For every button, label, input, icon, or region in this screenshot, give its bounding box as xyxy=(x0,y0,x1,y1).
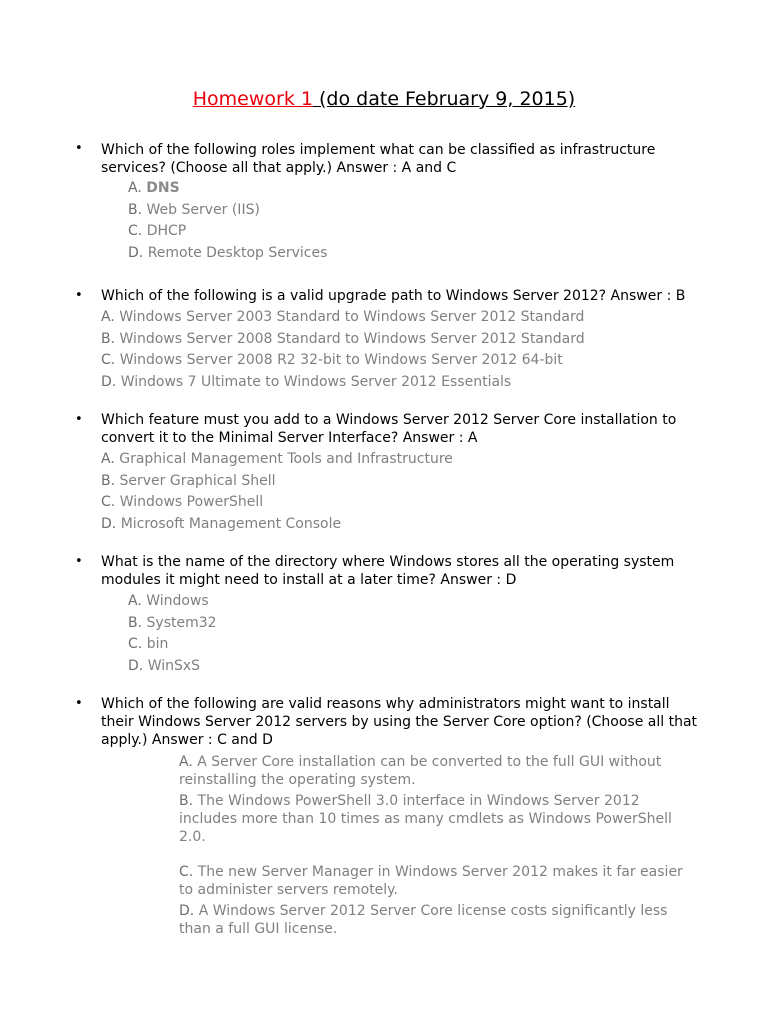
option-letter: B. xyxy=(101,330,116,347)
option-letter: D. xyxy=(128,244,144,261)
option-b xyxy=(179,792,699,846)
option-text: bin xyxy=(146,636,169,652)
option-letter: A. xyxy=(128,180,142,196)
option-letter: B. xyxy=(179,793,194,809)
option-letter: C. xyxy=(179,864,194,880)
option-a xyxy=(179,753,699,789)
option-a xyxy=(101,307,585,329)
title-due-date: (do date February 9, 2015) xyxy=(312,88,576,110)
option-text: Windows Server 2008 R2 32-bit to Windows Server 2012 64-bit xyxy=(119,352,563,368)
bullet-icon: • xyxy=(75,288,83,303)
option-d xyxy=(179,902,699,938)
option-text: DHCP xyxy=(146,223,187,239)
option-b xyxy=(101,471,453,493)
question-text: Which of the following is a valid upgrade path to Windows Server 2012? Answer : B xyxy=(101,288,686,304)
option-text: WinSxS xyxy=(147,657,201,674)
bullet-icon: • xyxy=(75,554,83,569)
option-letter: C. xyxy=(101,494,116,510)
option-letter: A. xyxy=(101,451,115,467)
option-letter: D. xyxy=(101,515,117,532)
option-letter: C. xyxy=(101,352,116,368)
option-a xyxy=(128,178,327,200)
option-letter: A. xyxy=(101,309,115,325)
option-text: Server Graphical Shell xyxy=(119,472,276,489)
option-d xyxy=(101,514,453,536)
bullet-icon: • xyxy=(75,696,83,711)
option-a xyxy=(101,449,453,471)
question-text: Which of the following are valid reasons why administrators might want to install their Windows Server 2012 servers by using the Server Core option? (Choose all that apply.) Answer : C and D xyxy=(101,696,698,748)
bullet-icon: • xyxy=(75,412,83,427)
option-list xyxy=(128,178,327,264)
option-c xyxy=(128,634,217,656)
option-text: Windows Server 2008 Standard to Windows Server 2012 Standard xyxy=(119,330,585,347)
option-letter: D. xyxy=(179,903,195,919)
question-text: Which of the following roles implement what can be classified as infrastructure services? (Choose all that apply.) Answer : A and C xyxy=(101,142,656,176)
option-letter: D. xyxy=(128,657,144,674)
option-letter: D. xyxy=(101,373,117,390)
option-letter: C. xyxy=(128,223,143,239)
option-list xyxy=(101,449,453,535)
page-title xyxy=(0,86,768,112)
option-text: Windows xyxy=(146,593,209,609)
option-letter: B. xyxy=(128,614,143,631)
option-b xyxy=(128,613,217,635)
question-text: Which feature must you add to a Windows Server 2012 Server Core installation to convert it to the Minimal Server Interface? Answer : A xyxy=(101,412,677,446)
option-text: Microsoft Management Console xyxy=(120,515,342,532)
option-c xyxy=(101,492,453,514)
option-d xyxy=(128,656,217,678)
option-text: The Windows PowerShell 3.0 interface in Windows Server 2012 includes more than 10 times as many cmdlets as Windows PowerShell 2.0. xyxy=(179,793,672,845)
option-text: The new Server Manager in Windows Server 2012 makes it far easier to administer servers remotely. xyxy=(179,864,683,898)
option-text: Web Server (IIS) xyxy=(146,201,260,218)
option-letter: A. xyxy=(179,754,193,770)
question-text: What is the name of the directory where Windows stores all the operating system modules it might need to install at a later time? Answer : D xyxy=(101,554,675,588)
option-c xyxy=(179,863,699,899)
option-letter: A. xyxy=(128,593,142,609)
option-c xyxy=(128,221,327,243)
option-d xyxy=(101,372,585,394)
option-text: DNS xyxy=(146,180,180,196)
option-text: Windows PowerShell xyxy=(119,494,264,510)
option-b xyxy=(101,329,585,351)
option-text: Remote Desktop Services xyxy=(147,244,328,261)
option-a xyxy=(128,591,217,613)
option-text: A Server Core installation can be converted to the full GUI without reinstalling the operating system. xyxy=(179,754,662,788)
option-b xyxy=(128,200,327,222)
option-list xyxy=(179,753,699,938)
option-letter: B. xyxy=(128,201,143,218)
option-d xyxy=(128,243,327,265)
option-text: A Windows Server 2012 Server Core license costs significantly less than a full GUI license. xyxy=(179,903,668,937)
option-list xyxy=(101,307,585,393)
option-c xyxy=(101,350,585,372)
option-letter: C. xyxy=(128,636,143,652)
option-text: Windows 7 Ultimate to Windows Server 2012 Essentials xyxy=(120,373,512,390)
option-list xyxy=(128,591,217,677)
title-homework: Homework 1 xyxy=(192,88,313,110)
option-letter: B. xyxy=(101,472,116,489)
option-text: Windows Server 2003 Standard to Windows Server 2012 Standard xyxy=(119,309,585,325)
option-text: Graphical Management Tools and Infrastructure xyxy=(119,451,453,467)
bullet-icon: • xyxy=(75,141,83,156)
option-text: System32 xyxy=(146,614,217,631)
